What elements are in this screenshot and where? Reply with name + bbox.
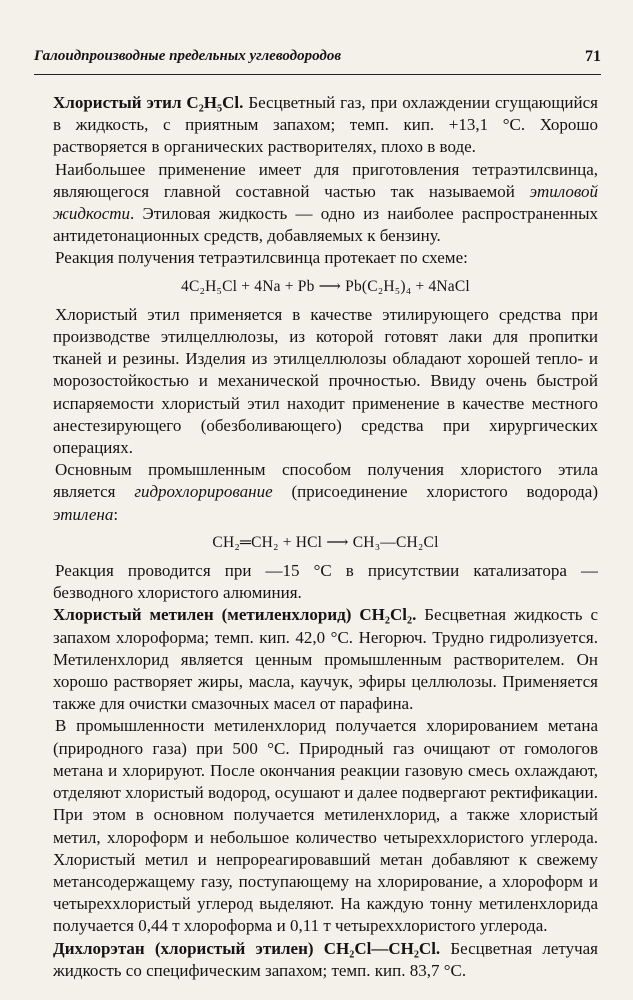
emphasis: гидрохлорирование [134,482,273,502]
paragraph [53,604,598,715]
paragraph [53,304,598,459]
page-body [53,92,598,982]
paragraph-text: : [113,504,119,524]
chemical-equation: 4C₂H₅Cl + 4Na + Pb ⟶ Pb(C₂H₅)₄ + 4NaCl [181,277,470,295]
section-heading: Хлористый метилен (метиленхлорид) CH₂Cl₂. [53,605,417,625]
paragraph [53,159,598,248]
paragraph [53,715,598,937]
section-heading: Хлористый этил C₂H₅Cl. [53,93,244,112]
paragraph [53,92,598,159]
paragraph-text: Бесцветная летучая жидкость со специфическим запахом; темп. кип. 83,7 °С. [53,938,598,980]
paragraph-text: Основным промышленным способом получения хлористого этила является [53,460,598,502]
paragraph-text: . Этиловая жидкость — одно из наиболее распространенных антидетонационных средств, добавляемых к бензину. [53,204,598,246]
paragraph-text: Реакция проводится при —15 °С в присутствии катализатора — безводного хлористого алюминия. [53,561,598,603]
paragraph-text: (присоединение хлористого водорода) [272,482,598,502]
paragraph-text: Бесцветный газ, при охлаждении сгущающийся в жидкость, с приятным запахом; темп. кип. +13,1 °С. Хорошо растворяется в органических растворителях, плохо в воде. [53,93,598,157]
paragraph-text: Реакция получения тетраэтилсвинца протекает по схеме: [55,248,468,268]
emphasis: этиловой жидкости [53,181,598,224]
paragraph-text: Хлористый этил применяется в качестве этилирующего средства при производстве этилцеллюлозы, из которой готовят лаки для пропитки тканей и резины. Изделия из этилцеллюлозы обладают хорошей тепло- и морозостойкостью и механической прочностью. Ввиду очень быстрой испаряемости хлористый этил находит применение в качестве местного анестезирующего (обезболивающего) средства при хирургических операциях. [53,304,598,458]
paragraph [53,459,598,526]
paragraph-text: В промышленности метиленхлорид получается хлорированием метана (природного газа) при 500 °С. Природный газ очищают от гомологов метана и хлорируют. После окончания реакции газовую смесь охлаждают, отделяют хлористый водород, осушают и далее подвергают ректификации. При этом в основном получается метиленхлорид, а также хлористый метил, хлороформ и небольшое количество четыреххлористого углерода. Хлористый метил и непрореагировавший метан добавляют к свежему метансодержащему газу, поступающему на хлорирование, а хлороформ и четыреххлористый углерод выделяют. На каждую тонну метиленхлорида получается 0,44 т хлороформа и 0,11 т четыреххлористого углерода. [53,716,598,936]
page-header [34,46,601,75]
paragraph-text: Бесцветная жидкость с запахом хлороформа; темп. кип. 42,0 °С. Негорюч. Трудно гидролизуется. Метиленхлорид является ценным промышленным растворителем. Он хорошо растворяет жиры, масла, каучук, эфиры целлюлозы. Применяется также для очистки смазочных масел от парафина. [53,605,598,714]
paragraph-text: Наибольшее применение имеет для приготовления тетраэтилсвинца, являющегося главной составной частью так называемой [53,159,598,201]
page-number: 71 [585,48,601,65]
section-heading: Дихлорэтан (хлористый этилен) CH₂Cl—CH₂Cl. [53,938,441,958]
paragraph [53,938,598,982]
paragraph [53,560,598,604]
emphasis: этилена [53,504,114,524]
paragraph [53,247,598,269]
chemical-equation: CH₂═CH₂ + HCl ⟶ CH₃—CH₂Cl [212,533,439,551]
running-title: Галоидпроизводные предельных углеводородов [34,48,342,64]
